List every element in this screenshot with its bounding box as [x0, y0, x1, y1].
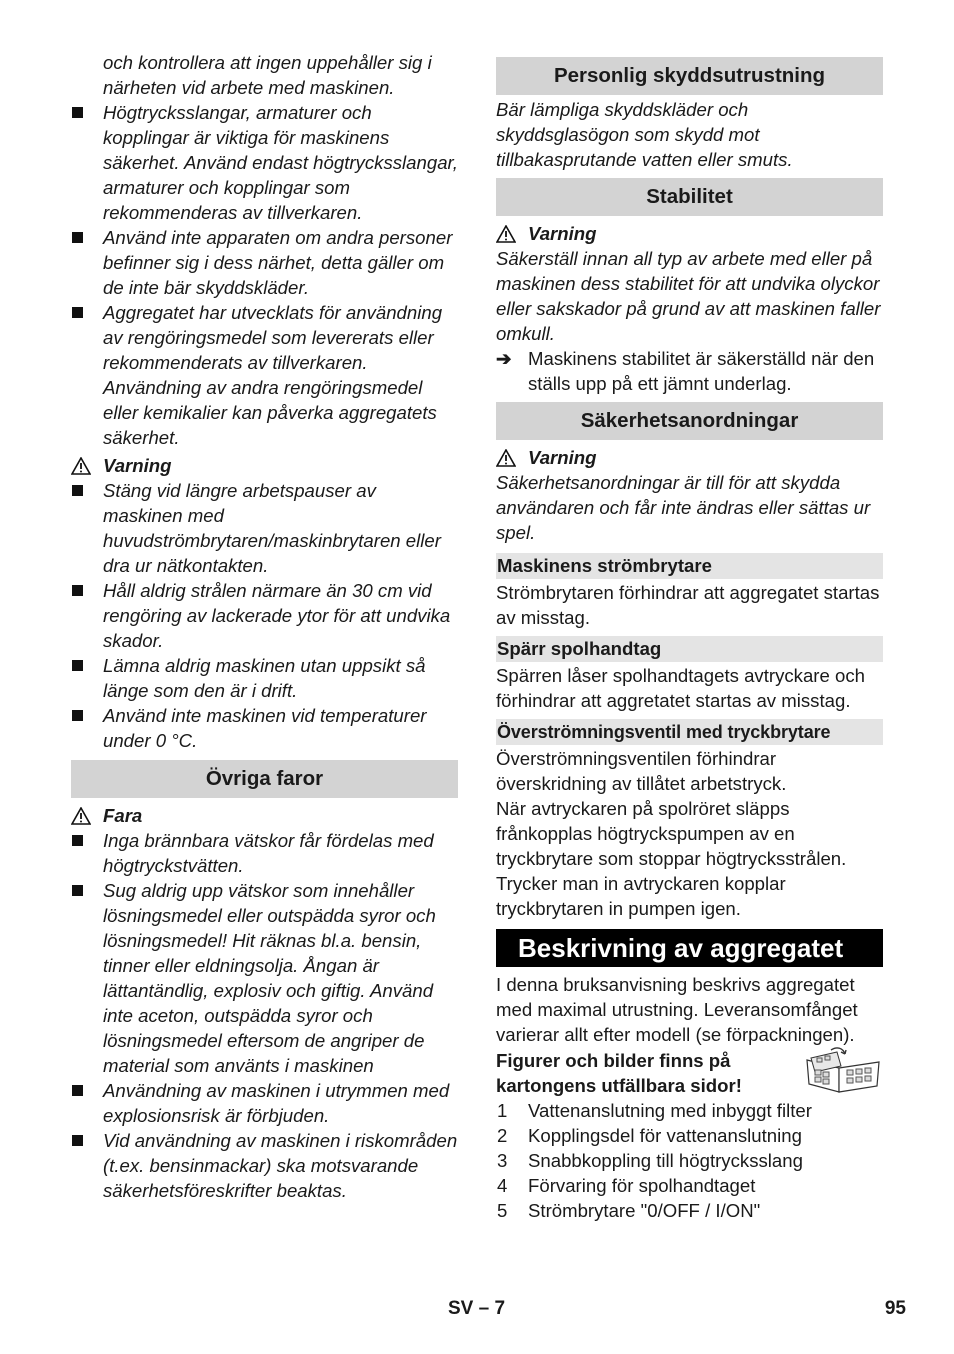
list-item: Håll aldrig strålen närmare än 30 cm vid rengöring av lackerade ytor för att undvika skador. — [71, 578, 458, 653]
warning-label: Varning — [103, 455, 172, 476]
list-item: Stäng vid längre arbetspauser av maskinen med huvudströmbrytaren/maskinbrytaren eller dra ur nätkontakten. — [71, 478, 458, 578]
section-heading-ovriga-faror: Övriga faror — [71, 760, 458, 798]
list-item: Lämna aldrig maskinen utan uppsikt så länge som den är i drift. — [71, 653, 458, 703]
figures-note: Figurer och bilder finns på kartongens utfällbara sidor! — [496, 1050, 742, 1096]
warning-heading — [71, 453, 458, 478]
section-heading-sakerhetsanordningar: Säkerhetsanordningar — [496, 402, 883, 440]
paragraph: Överströmningsventilen förhindrar överskridning av tillåtet arbetstryck. — [496, 748, 787, 794]
subheading-overstromningsventil: Överströmningsventil med tryckbrytare — [496, 719, 883, 745]
list-item: Använd inte maskinen vid temperaturer under 0 °C. — [71, 703, 458, 753]
section-heading-personlig-skyddsutrustning: Personlig skyddsutrustning — [496, 57, 883, 95]
warning-triangle-icon — [71, 807, 91, 825]
danger-heading — [71, 803, 458, 828]
left-column — [71, 50, 458, 1203]
warning-triangle-icon — [496, 225, 516, 243]
paragraph: I denna bruksanvisning beskrivs aggregatet med maximal utrustning. Leveransomfånget varierar allt efter modell (se förpackningen). — [496, 974, 858, 1045]
warning-label: Varning — [528, 223, 597, 244]
result-text: Maskinens stabilitet är säkerställd när den ställs upp på ett jämnt underlag. — [528, 348, 875, 394]
list-item: Högtrycksslangar, armaturer och kopplingar är viktiga för maskinens säkerhet. Använd endast högtrycksslangar, armaturer och kopplingar som rekommenderas av tillverkaren. — [71, 100, 458, 225]
warning-label: Varning — [528, 447, 597, 468]
paragraph: Bär lämpliga skyddskläder och skyddsglasögon som skydd mot tillbakasprutande vatten eller smuts. — [496, 99, 793, 170]
intro-continuation: och kontrollera att ingen uppehåller sig i närheten vid arbete med maskinen. — [103, 52, 432, 98]
paragraph: Spärren låser spolhandtagets avtryckare och förhindrar att aggretatet startas av misstag. — [496, 665, 865, 711]
subheading-maskinens-strombrytare: Maskinens strömbrytare — [496, 553, 883, 579]
warning-heading — [496, 445, 883, 470]
paragraph: Säkerhetsanordningar är till för att skydda användaren och får inte ändras eller sättas ur spel. — [496, 472, 871, 543]
list-item: 1 Vattenanslutning med inbyggt filter — [497, 1100, 812, 1121]
warning-triangle-icon — [496, 449, 516, 467]
open-book-icon — [803, 1046, 883, 1094]
list-item: Vid användning av maskinen i riskområden (t.ex. bensinmackar) ska motsvarande säkerhetsföreskrifter beaktas. — [71, 1128, 458, 1203]
section-heading-stabilitet: Stabilitet — [496, 178, 883, 216]
paragraph: Strömbrytaren förhindrar att aggregatet startas av misstag. — [496, 582, 880, 628]
list-item: 4 Förvaring för spolhandtaget — [497, 1175, 756, 1196]
list-item: 5 Strömbrytare "0/OFF / I/ON" — [497, 1200, 761, 1221]
subheading-sparr-spolhandtag: Spärr spolhandtag — [496, 636, 883, 662]
right-column — [496, 57, 883, 1223]
list-item: Aggregatet har utvecklats för användning av rengöringsmedel som levererats eller rekommenderats av tillverkaren. Användning av andra rengöringsmedel eller kemikalier kan påverka aggregatets säkerhet. — [71, 300, 458, 450]
arrow-right-icon: ➔ — [496, 348, 512, 369]
list-item: Inga brännbara vätskor får fördelas med högtryckstvätten. — [71, 828, 458, 878]
page-number: 95 — [884, 1298, 906, 1319]
list-item: Användning av maskinen i utrymmen med explosionsrisk är förbjuden. — [71, 1078, 458, 1128]
list-item: Sug aldrig upp vätskor som innehåller lösningsmedel eller outspädda syror och lösningsmedel! Hit räknas bl.a. bensin, tinner eller eldningsolja. Ångan är lättantändlig, explosiv och giftig. Använd inte aceton, outspädda syror och lösningsmedel eftersom de angriper de material som använts i maskinen — [71, 878, 458, 1078]
warning-heading — [496, 221, 883, 246]
chapter-heading: Beskrivning av aggregatet — [496, 929, 883, 967]
warning-triangle-icon — [71, 457, 91, 475]
result-item — [496, 346, 883, 396]
section-page-label: SV – 7 — [448, 1298, 506, 1319]
danger-label: Fara — [103, 805, 143, 826]
figures-note-block — [496, 1048, 883, 1098]
paragraph: Säkerställ innan all typ av arbete med eller på maskinen dess stabilitet för att undvika olyckor eller sakskador på grund av att maskinen faller omkull. — [496, 248, 881, 344]
list-item: 2 Kopplingsdel för vattenanslutning — [497, 1125, 802, 1146]
paragraph: När avtryckaren på spolröret släpps frånkopplas högtryckspumpen av en tryckbrytare som stoppar högtrycksstrålen. Trycker man in avtryckaren kopplar tryckbrytaren in pumpen igen. — [496, 798, 847, 919]
list-item: Använd inte apparaten om andra personer befinner sig i dess närhet, detta gäller om de inte bär skyddskläder. — [71, 225, 458, 300]
list-item: 3 Snabbkoppling till högtrycksslang — [497, 1150, 803, 1171]
